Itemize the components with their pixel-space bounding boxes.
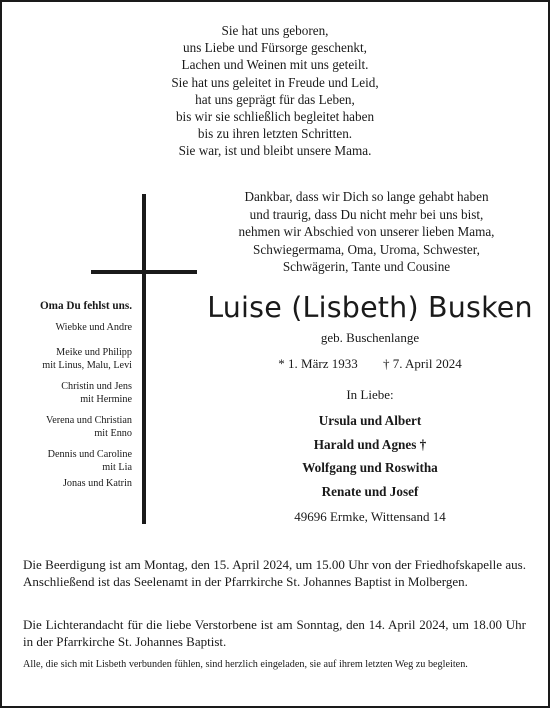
grandchild-line: Dennis und Caroline — [47, 449, 132, 460]
invitation-note: Alle, die sich mit Lisbeth verbunden fühlen, sind herzlich eingeladen, sie auf ihrem letzten Weg zu begleiten. — [23, 659, 468, 670]
mourner-line: Renate und Josef — [321, 483, 419, 499]
grandchild-line: Verena und Christian — [45, 415, 132, 426]
maiden-name: geb. Buschenlange — [320, 330, 420, 345]
grandchildren-heading: Oma Du fehlst uns. — [39, 300, 132, 312]
thanks-line: und traurig, dass Du nicht mehr bei uns bist, — [249, 206, 484, 222]
grandchild-line: Wiebke und Andre — [55, 322, 132, 333]
memorial-poem — [75, 22, 475, 160]
poem-line: bis zu ihren letzten Schritten. — [197, 126, 353, 142]
list-item — [8, 380, 132, 406]
vigil-notice: Die Lichterandacht für die liebe Verstorbene ist am Sonntag, den 14. April 2024, um 18.00 Uhr in der Pfarrkirche St. Johannes Baptist. — [23, 617, 526, 650]
birth-date: * 1. März 1933 — [278, 356, 358, 371]
poem-line: Sie war, ist und bleibt unsere Mama. — [178, 143, 372, 159]
thanks-line: Schwiegermama, Oma, Uroma, Schwester, — [253, 241, 480, 257]
family-address: 49696 Ermke, Wittensand 14 — [294, 509, 446, 524]
mourner-line: Ursula und Albert — [318, 413, 422, 428]
mourner-line: Wolfgang und Roswitha — [302, 460, 438, 475]
list-item — [8, 448, 132, 474]
deceased-name: Luise (Lisbeth) Busken — [207, 291, 533, 324]
grandchild-line: Christin und Jens — [61, 381, 132, 392]
poem-line: bis wir sie schließlich begleitet haben — [175, 109, 375, 125]
thanks-line: Dankbar, dass wir Dich so lange gehabt haben — [244, 189, 489, 204]
death-date: † 7. April 2024 — [382, 356, 462, 371]
life-dates — [220, 355, 520, 372]
grandchild-line: mit Hermine — [80, 394, 132, 405]
grandchild-line: mit Enno — [94, 428, 132, 439]
in-love-label: In Liebe: — [346, 387, 394, 402]
cross-icon-horizontal-bar — [91, 270, 197, 274]
mourners-list — [220, 409, 520, 503]
poem-line: Sie hat uns geboren, — [221, 23, 329, 38]
list-item — [8, 346, 132, 372]
cross-icon-vertical-bar — [142, 194, 146, 524]
thanks-line: nehmen wir Abschied von unserer lieben Mama, — [238, 224, 495, 240]
list-item — [8, 414, 132, 440]
thanks-paragraph — [200, 188, 533, 276]
mourner-line: Harald und Agnes † — [313, 436, 427, 452]
poem-line: Lachen und Weinen mit uns geteilt. — [181, 57, 369, 73]
grandchildren-list — [8, 300, 132, 498]
poem-line: Sie hat uns geleitet in Freude und Leid, — [171, 74, 379, 90]
thanks-line: Schwägerin, Tante und Cousine — [282, 259, 451, 275]
grandchild-line: Jonas und Katrin — [62, 478, 132, 489]
grandchild-line: mit Lia — [102, 462, 132, 473]
list-item — [8, 477, 132, 490]
grandchild-line: mit Linus, Malu, Levi — [42, 360, 132, 371]
funeral-notice: Die Beerdigung ist am Montag, den 15. April 2024, um 15.00 Uhr von der Friedhofskapelle aus. Anschließend ist das Seelenamt in der Pfarrkirche St. Johannes Baptist in Molbergen. — [23, 557, 526, 590]
list-item — [8, 321, 132, 334]
grandchild-line: Meike und Philipp — [56, 347, 132, 358]
poem-line: hat uns geprägt für das Leben, — [195, 91, 355, 107]
poem-line: uns Liebe und Fürsorge geschenkt, — [183, 40, 367, 56]
